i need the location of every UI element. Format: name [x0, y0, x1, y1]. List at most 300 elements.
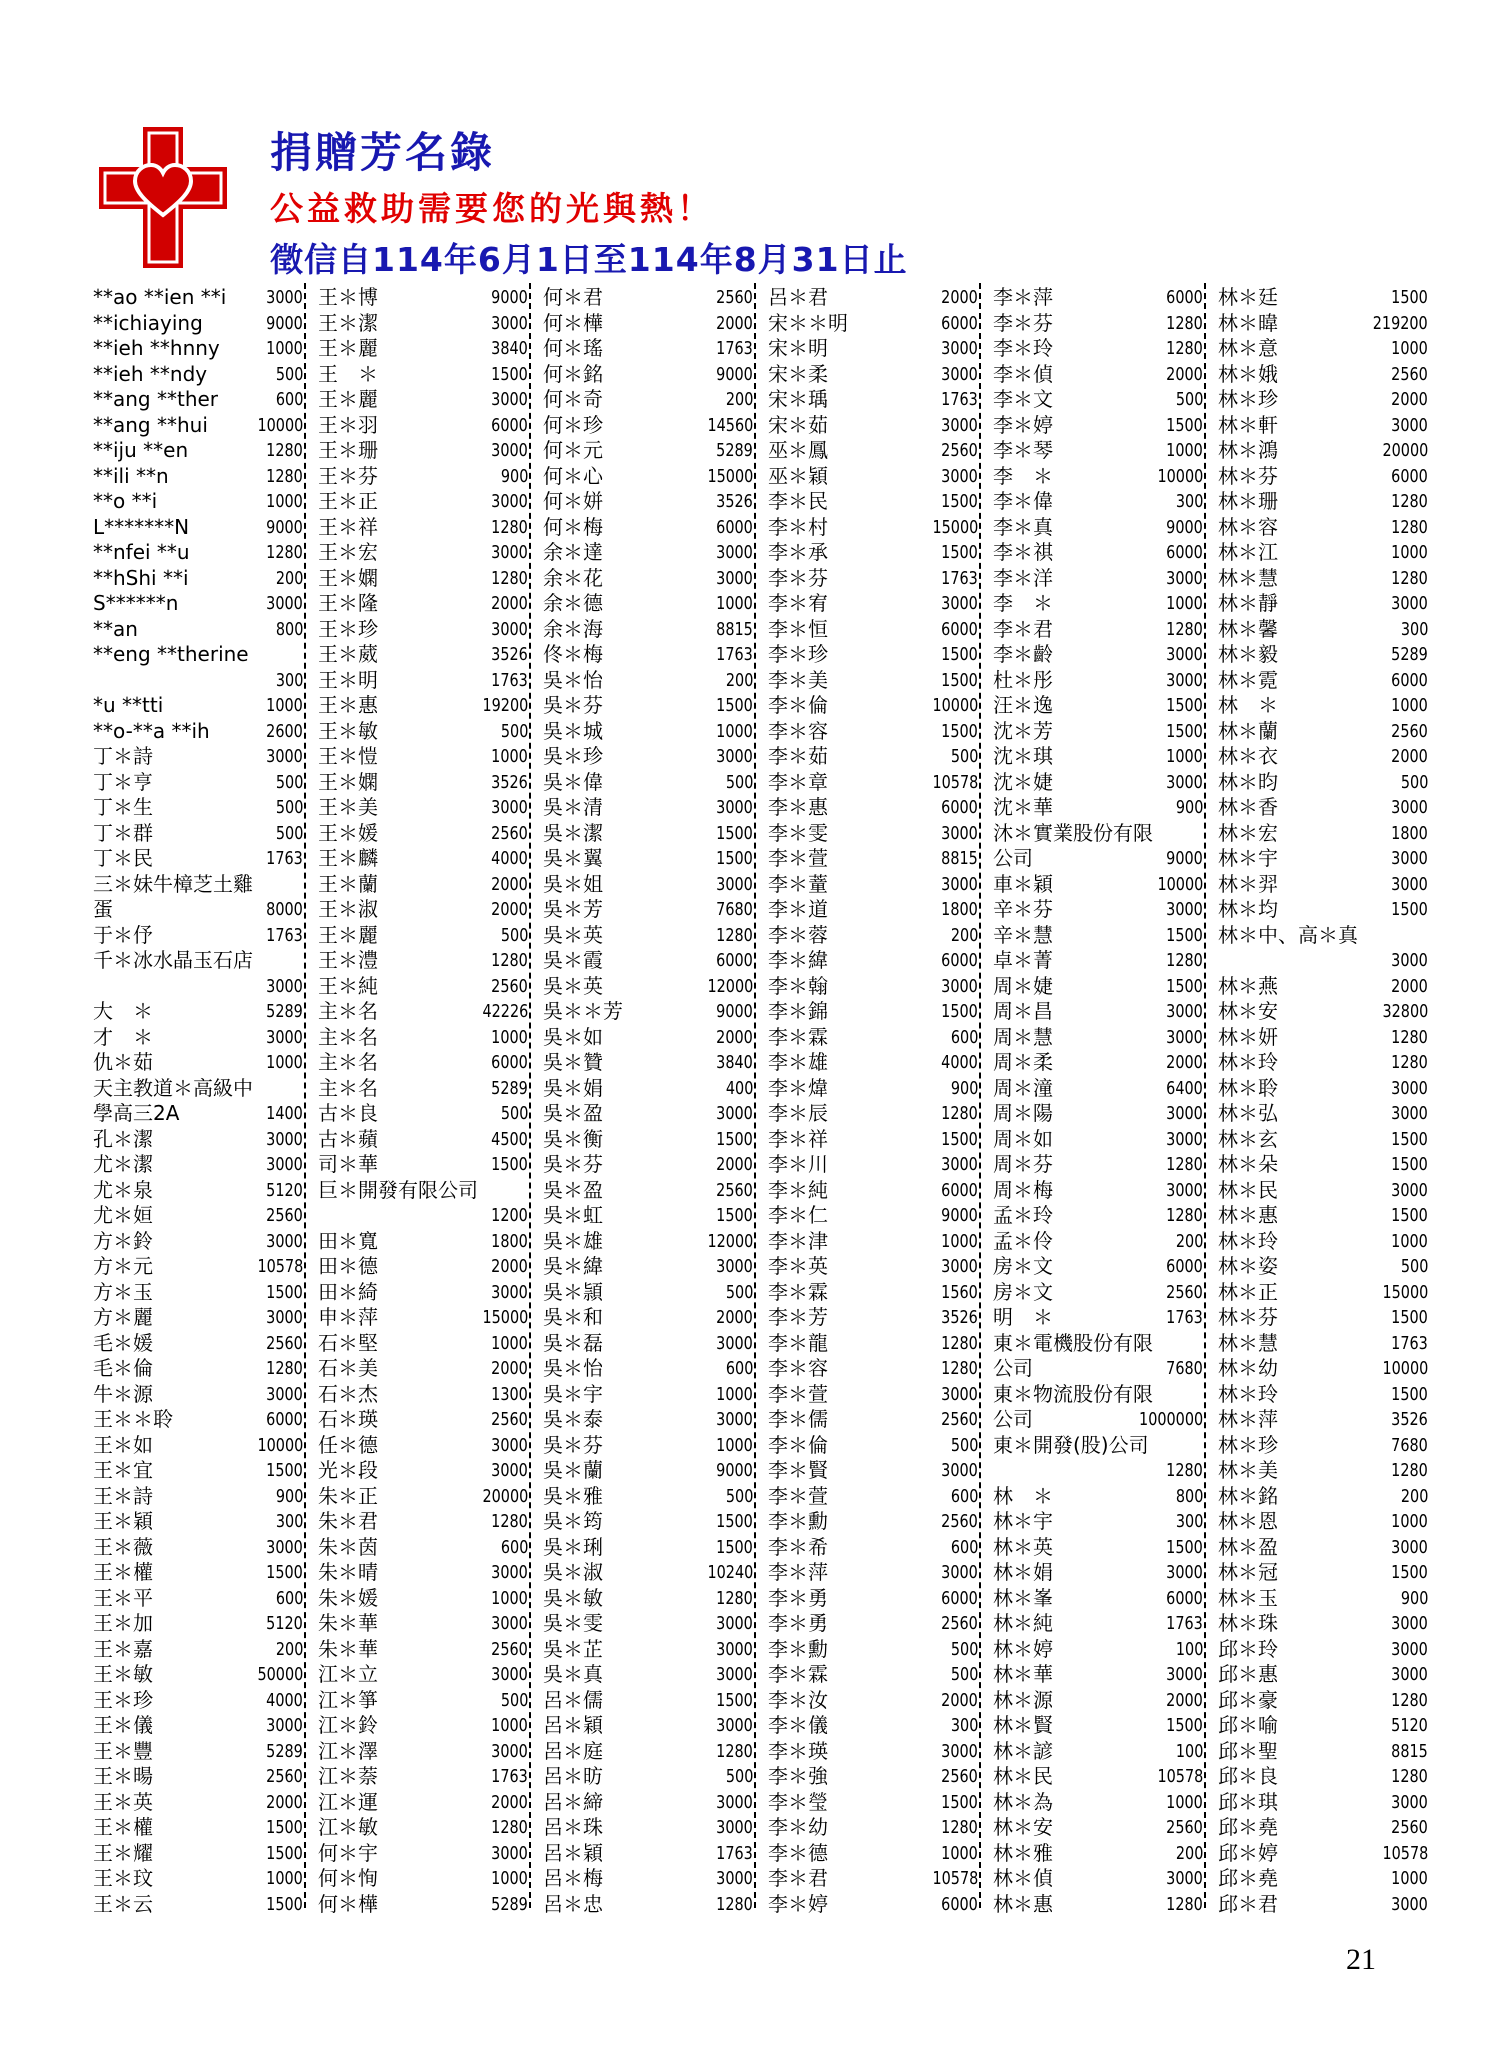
- donor-name: 吳＊虹: [543, 1203, 603, 1227]
- donor-name: 田＊綺: [318, 1279, 378, 1304]
- donation-amount: 1000: [941, 1230, 978, 1252]
- donor-entry: [93, 540, 303, 566]
- donor-name: 王＊澧: [318, 948, 378, 972]
- donor-entry: [93, 362, 303, 388]
- donor-name: 李＊仁: [768, 1203, 828, 1227]
- donation-amount: 1500: [266, 1460, 303, 1481]
- donation-amount: 500: [725, 1766, 753, 1787]
- donor-name: 吳＊贊: [543, 1050, 603, 1074]
- page-subtitle: 公益救助需要您的光與熱！: [270, 189, 714, 228]
- donor-name: S******n: [93, 591, 179, 615]
- donor-name: 李＊珍: [768, 642, 828, 666]
- donation-amount: 600: [500, 1536, 528, 1558]
- donor-name: 宋＊瑀: [768, 387, 828, 411]
- donation-amount: 500: [725, 1485, 753, 1507]
- donor-name: 蛋: [93, 897, 113, 921]
- donation-amount: 1800: [941, 899, 978, 920]
- donor-name: 王＊＊聆: [93, 1407, 173, 1431]
- donor-name: 王＊正: [318, 489, 378, 513]
- donation-amount: 1000: [1391, 542, 1428, 563]
- donor-name: 林＊燕: [1218, 973, 1278, 998]
- donation-amount: 1280: [491, 567, 528, 589]
- donation-amount: 100: [1175, 1638, 1203, 1660]
- donor-name: **o-**a **ih: [93, 718, 210, 743]
- donor-name: 林＊珍: [1218, 1432, 1278, 1457]
- donation-amount: 2560: [491, 975, 528, 997]
- donor-name: 林＊聆: [1218, 1075, 1278, 1100]
- donation-amount: 3526: [716, 491, 753, 512]
- donor-entry: [1218, 642, 1428, 668]
- donation-amount: 1763: [1166, 1307, 1203, 1328]
- donation-amount: 1280: [1391, 1052, 1428, 1073]
- donation-amount: 1280: [491, 1817, 528, 1838]
- donor-name: 王＊薇: [93, 1534, 153, 1559]
- donation-amount: 6000: [941, 1179, 978, 1201]
- donor-name: 李＊汝: [768, 1687, 828, 1712]
- donation-amount: 3000: [491, 1664, 528, 1685]
- donor-entry: [93, 489, 303, 515]
- donor-column: [993, 285, 1203, 1917]
- donor-entry: [93, 464, 303, 490]
- donor-name: 林＊玲: [1218, 1381, 1278, 1406]
- donation-amount: 300: [275, 1511, 303, 1532]
- donor-name: **ieh **ndy: [93, 361, 208, 386]
- donor-entry: [93, 999, 303, 1025]
- donation-amount: 3000: [1391, 950, 1428, 971]
- donor-name: 杜＊彤: [993, 667, 1053, 692]
- donor-name: 李＊錦: [768, 999, 828, 1023]
- donor-entry: [543, 515, 753, 541]
- donor-entry: [1218, 1280, 1428, 1306]
- donation-amount: 12000: [707, 975, 753, 997]
- donor-entry: [993, 540, 1203, 566]
- donor-entry: [1218, 387, 1428, 413]
- donor-entry: [93, 1611, 303, 1637]
- donor-name: 李＊勇: [768, 1611, 828, 1635]
- donation-amount: 1000: [491, 1026, 528, 1048]
- donor-entry: [1218, 413, 1428, 439]
- donor-entry: [1218, 1458, 1428, 1484]
- donor-entry: [318, 1790, 528, 1816]
- donation-amount: 3840: [716, 1052, 753, 1073]
- donor-name: 周＊柔: [993, 1050, 1053, 1074]
- donation-amount: 3000: [941, 1256, 978, 1277]
- donor-entry: [993, 1025, 1203, 1051]
- donor-name: 李＊雯: [768, 820, 828, 845]
- donor-entry: [993, 336, 1203, 362]
- donor-entry: [993, 770, 1203, 796]
- donor-name: 林＊暐: [1218, 310, 1278, 335]
- donation-amount: 900: [500, 465, 528, 487]
- donor-name: 李＊勇: [768, 1585, 828, 1610]
- donor-entry: [993, 1841, 1203, 1867]
- donation-amount: 219200: [1373, 312, 1428, 334]
- donor-entry: [318, 1535, 528, 1561]
- donor-name: 林＊姿: [1218, 1254, 1278, 1278]
- donor-name: 李＊蕫: [768, 871, 828, 896]
- donation-amount: 500: [275, 797, 303, 818]
- donor-name: 李 ＊: [993, 591, 1053, 615]
- donor-name: 王＊蘭: [318, 871, 378, 896]
- donor-name: 辛＊慧: [993, 922, 1053, 947]
- donor-entry: [993, 1152, 1203, 1178]
- donor-entry: [1218, 1764, 1428, 1790]
- donor-entry: [993, 1050, 1203, 1076]
- donor-entry: [993, 1713, 1203, 1739]
- donor-entry: [543, 1152, 753, 1178]
- donor-entry: [318, 923, 528, 949]
- donor-name: 呂＊穎: [543, 1713, 603, 1737]
- donor-entry: [768, 591, 978, 617]
- donor-entry: [768, 1841, 978, 1867]
- donation-amount: 1400: [266, 1103, 303, 1124]
- donation-amount: 1200: [491, 1205, 528, 1226]
- donation-amount: 1280: [1391, 1689, 1428, 1711]
- donor-name: 李＊真: [993, 514, 1053, 539]
- donation-amount: 6000: [1391, 465, 1428, 487]
- donor-entry: [93, 438, 303, 464]
- donor-column: [543, 285, 753, 1917]
- donor-entry: [768, 1866, 978, 1892]
- donation-amount: 3000: [716, 1103, 753, 1124]
- donation-amount: 20000: [482, 1485, 528, 1507]
- donation-amount: 500: [950, 1664, 978, 1685]
- donor-entry: [1218, 948, 1428, 974]
- donor-entry: [768, 387, 978, 413]
- donation-amount: 4500: [491, 1128, 528, 1150]
- donor-name: 吳＊和: [543, 1305, 603, 1329]
- donation-amount: 3000: [1166, 1562, 1203, 1583]
- donation-amount: 3000: [716, 797, 753, 818]
- donation-amount: 200: [725, 669, 753, 691]
- donor-name: 宋＊柔: [768, 361, 828, 386]
- donation-amount: 3000: [491, 1740, 528, 1762]
- donor-name: 林＊馨: [1218, 616, 1278, 641]
- donation-amount: 1500: [716, 1536, 753, 1558]
- donation-amount: 600: [275, 389, 303, 410]
- donation-amount: 3000: [491, 618, 528, 640]
- donation-amount: 500: [500, 924, 528, 946]
- donation-amount: 6000: [1166, 1256, 1203, 1277]
- donor-name: 李＊純: [768, 1177, 828, 1202]
- donor-entry: [318, 948, 528, 974]
- donor-entry: [93, 311, 303, 337]
- donor-name: 司＊華: [318, 1152, 378, 1176]
- donor-name: 周＊潼: [993, 1075, 1053, 1100]
- donor-name: 主＊名: [318, 1024, 378, 1049]
- donor-entry: [1218, 795, 1428, 821]
- donor-entry: [318, 1688, 528, 1714]
- donor-entry: [543, 1433, 753, 1459]
- donor-name: 林＊銘: [1218, 1483, 1278, 1508]
- donor-name: 李＊恒: [768, 616, 828, 641]
- donor-entry: [1218, 1509, 1428, 1535]
- donor-entry: [768, 1076, 978, 1102]
- donor-entry: [768, 1101, 978, 1127]
- donor-entry: [1218, 591, 1428, 617]
- donation-amount: 9000: [716, 1460, 753, 1481]
- donor-entry: [993, 1790, 1203, 1816]
- donor-entry: [768, 974, 978, 1000]
- donation-amount: 1500: [266, 1893, 303, 1915]
- donor-name: 李＊德: [768, 1840, 828, 1865]
- donor-entry: [93, 1713, 303, 1739]
- donation-amount: 300: [1400, 618, 1428, 640]
- donor-name: 何＊瑤: [543, 336, 603, 360]
- donation-amount: 1280: [1391, 491, 1428, 512]
- donor-entry: [1218, 1152, 1428, 1178]
- donor-name: **ili **n: [93, 463, 169, 488]
- donation-amount: 1800: [1391, 822, 1428, 844]
- donation-amount: 2560: [941, 1409, 978, 1430]
- donor-name: 王＊麟: [318, 846, 378, 870]
- donor-entry: [1218, 1866, 1428, 1892]
- donation-amount: 600: [950, 1026, 978, 1048]
- donor-name: 公司: [993, 846, 1033, 870]
- donation-amount: 500: [1400, 771, 1428, 793]
- donor-name: 林 ＊: [1218, 693, 1278, 717]
- donor-entry: [768, 1382, 978, 1408]
- donor-entry: [1218, 1076, 1428, 1102]
- donor-name: 林＊軒: [1218, 412, 1278, 437]
- donation-amount: 500: [500, 720, 528, 742]
- donor-entry: [993, 1560, 1203, 1586]
- donor-name: 吳＊怡: [543, 667, 603, 692]
- donor-entry: [318, 974, 528, 1000]
- donation-amount: 300: [1175, 1511, 1203, 1532]
- donation-amount: 2600: [266, 720, 303, 742]
- donor-entry: [318, 591, 528, 617]
- donor-name: 天主教道＊高級中: [93, 1075, 253, 1100]
- donor-entry: [543, 1407, 753, 1433]
- donation-amount: 1280: [1391, 516, 1428, 538]
- donor-entry: [1218, 846, 1428, 872]
- donor-entry: [318, 336, 528, 362]
- donor-entry: [768, 948, 978, 974]
- donation-amount: 1500: [1166, 1715, 1203, 1736]
- donor-entry: [1218, 1025, 1428, 1051]
- donor-entry: [543, 362, 753, 388]
- donor-entry: [993, 566, 1203, 592]
- donor-name: 吳＊緯: [543, 1254, 603, 1278]
- donor-entry: [318, 1458, 528, 1484]
- donation-amount: 5289: [716, 440, 753, 461]
- donor-entry: [768, 1892, 978, 1918]
- donation-amount: 10000: [1382, 1358, 1428, 1379]
- donor-name: 吳＊雯: [543, 1611, 603, 1635]
- donor-name: 尤＊潔: [93, 1152, 153, 1176]
- donation-amount: 9000: [716, 1001, 753, 1022]
- donation-amount: 2560: [941, 440, 978, 461]
- donor-name: 李＊婷: [993, 412, 1053, 437]
- donor-name: 李＊芬: [768, 565, 828, 590]
- donor-name: 何＊珍: [543, 412, 603, 437]
- donor-name: 林＊中、高＊真: [1218, 922, 1358, 947]
- donation-amount: 2000: [1391, 746, 1428, 767]
- donation-amount: 10000: [257, 414, 303, 436]
- donor-name: **o **i: [93, 489, 158, 513]
- donation-amount: 2000: [1166, 1689, 1203, 1711]
- donation-amount: 1500: [716, 822, 753, 844]
- donor-entry: [93, 1076, 303, 1102]
- donor-entry: [1218, 1254, 1428, 1280]
- donor-entry: [93, 413, 303, 439]
- donor-name: 方＊元: [93, 1254, 153, 1278]
- donor-name: 吳＊翼: [543, 846, 603, 870]
- donor-name: 林＊珍: [1218, 387, 1278, 411]
- donation-amount: 500: [275, 822, 303, 844]
- donation-amount: 1000: [491, 746, 528, 767]
- donor-entry: [543, 1841, 753, 1867]
- donor-name: 林＊安: [993, 1815, 1053, 1839]
- donor-entry: [768, 897, 978, 923]
- donation-amount: 4000: [266, 1689, 303, 1711]
- donor-name: 李＊賢: [768, 1458, 828, 1482]
- donation-amount: 3000: [716, 1409, 753, 1430]
- donor-name: 仇＊茹: [93, 1050, 153, 1074]
- donor-name: 王＊淑: [318, 897, 378, 921]
- donation-amount: 1763: [716, 338, 753, 359]
- donation-amount: 9000: [1166, 848, 1203, 869]
- donation-amount: 3000: [716, 1664, 753, 1685]
- donor-name: 千＊冰水晶玉石店: [93, 948, 253, 972]
- donation-amount: 600: [950, 1485, 978, 1507]
- donor-entry: [93, 515, 303, 541]
- donation-amount: 1763: [1166, 1613, 1203, 1634]
- donor-entry: [93, 1203, 303, 1229]
- donor-entry: [93, 1280, 303, 1306]
- donor-name: 吳＊蘭: [543, 1458, 603, 1482]
- donor-entry: [93, 897, 303, 923]
- donation-amount: 3000: [266, 593, 303, 614]
- donor-entry: [93, 591, 303, 617]
- donation-amount: 1000: [1166, 440, 1203, 461]
- donor-name: 王＊穎: [93, 1509, 153, 1533]
- donor-name: 李＊容: [768, 1356, 828, 1380]
- donor-entry: [1218, 1611, 1428, 1637]
- donor-name: 邱＊聖: [1218, 1738, 1278, 1763]
- donor-name: 王＊媛: [318, 820, 378, 845]
- donor-entry: [1218, 1305, 1428, 1331]
- donor-name: 宋＊茹: [768, 412, 828, 437]
- donor-entry: [543, 1280, 753, 1306]
- donation-amount: 3000: [941, 1740, 978, 1762]
- donor-entry: [318, 1407, 528, 1433]
- donor-name: **ao **ien **i: [93, 285, 227, 309]
- donor-name: 周＊芬: [993, 1152, 1053, 1176]
- donor-entry: [318, 693, 528, 719]
- donor-entry: [768, 821, 978, 847]
- donor-name: 李＊容: [768, 718, 828, 743]
- donor-name: 邱＊堯: [1218, 1815, 1278, 1839]
- column-divider: [979, 283, 981, 1908]
- donation-amount: 3000: [941, 1154, 978, 1175]
- donation-amount: 2560: [1166, 1817, 1203, 1838]
- donor-name: 林＊霓: [1218, 667, 1278, 692]
- donor-name: 王＊惠: [318, 693, 378, 717]
- donor-entry: [993, 1484, 1203, 1510]
- donation-amount: 3526: [941, 1307, 978, 1328]
- donation-amount: 3000: [491, 1562, 528, 1583]
- donation-amount: 1763: [716, 1842, 753, 1864]
- donor-entry: [318, 1484, 528, 1510]
- donation-amount: 3526: [1391, 1409, 1428, 1430]
- donor-name: 李＊偉: [993, 489, 1053, 513]
- donation-amount: 8815: [941, 848, 978, 869]
- donation-amount: 1500: [1391, 1205, 1428, 1226]
- donor-entry: [768, 1407, 978, 1433]
- donor-entry: [1218, 821, 1428, 847]
- donor-entry: [543, 642, 753, 668]
- donor-entry: [318, 1229, 528, 1255]
- donor-entry: [543, 1815, 753, 1841]
- donor-name: 李＊勳: [768, 1636, 828, 1661]
- donor-name: 王＊宏: [318, 540, 378, 564]
- donor-entry: [768, 1050, 978, 1076]
- donation-amount: 3000: [1391, 414, 1428, 436]
- donor-entry: [93, 642, 303, 668]
- donor-name: 林＊宇: [1218, 846, 1278, 870]
- donor-name: 李＊希: [768, 1534, 828, 1559]
- donation-amount: 3000: [1391, 1536, 1428, 1558]
- donation-amount: 500: [950, 1638, 978, 1660]
- donor-name: 邱＊豪: [1218, 1687, 1278, 1712]
- donation-amount: 900: [950, 1077, 978, 1099]
- donation-amount: 2000: [1391, 975, 1428, 997]
- donor-entry: [318, 1713, 528, 1739]
- donation-amount: 1500: [266, 1817, 303, 1838]
- donor-name: 何＊元: [543, 438, 603, 462]
- donation-amount: 5120: [266, 1179, 303, 1201]
- donor-name: 李＊緯: [768, 948, 828, 972]
- donation-amount: 6000: [1166, 542, 1203, 563]
- donor-name: 邱＊良: [1218, 1764, 1278, 1788]
- donor-name: 朱＊君: [318, 1509, 378, 1533]
- donor-name: 林＊恩: [1218, 1509, 1278, 1533]
- donor-entry: [768, 1764, 978, 1790]
- donor-name: 辛＊芬: [993, 897, 1053, 921]
- donor-name: 呂＊儒: [543, 1687, 603, 1712]
- donor-entry: [318, 387, 528, 413]
- donor-name: 王＊權: [93, 1815, 153, 1839]
- donor-entry: [93, 1560, 303, 1586]
- donor-name: 李＊萱: [768, 846, 828, 870]
- donor-name: 林＊民: [1218, 1177, 1278, 1202]
- donation-amount: 800: [275, 618, 303, 640]
- donor-name: 明 ＊: [993, 1305, 1053, 1329]
- donation-amount: 1763: [716, 644, 753, 665]
- donation-amount: 10578: [257, 1256, 303, 1277]
- donor-entry: [93, 1815, 303, 1841]
- donor-name: 王＊儀: [93, 1713, 153, 1737]
- donor-entry: [993, 923, 1203, 949]
- donor-entry: [993, 1586, 1203, 1612]
- donor-name: 王＊耀: [93, 1840, 153, 1865]
- donor-column: [768, 285, 978, 1917]
- donation-amount: 3526: [491, 771, 528, 793]
- donor-entry: [543, 1637, 753, 1663]
- donor-entry: [768, 1713, 978, 1739]
- donor-name: 林＊羿: [1218, 871, 1278, 896]
- donor-name: 邱＊喻: [1218, 1713, 1278, 1737]
- donor-name: 林＊意: [1218, 336, 1278, 360]
- donor-name: 牛＊源: [93, 1381, 153, 1406]
- donor-name: 李＊宥: [768, 591, 828, 615]
- donor-name: 林＊雅: [993, 1840, 1053, 1865]
- donor-name: 主＊名: [318, 1050, 378, 1074]
- donor-entry: [543, 1458, 753, 1484]
- donor-entry: [1218, 1841, 1428, 1867]
